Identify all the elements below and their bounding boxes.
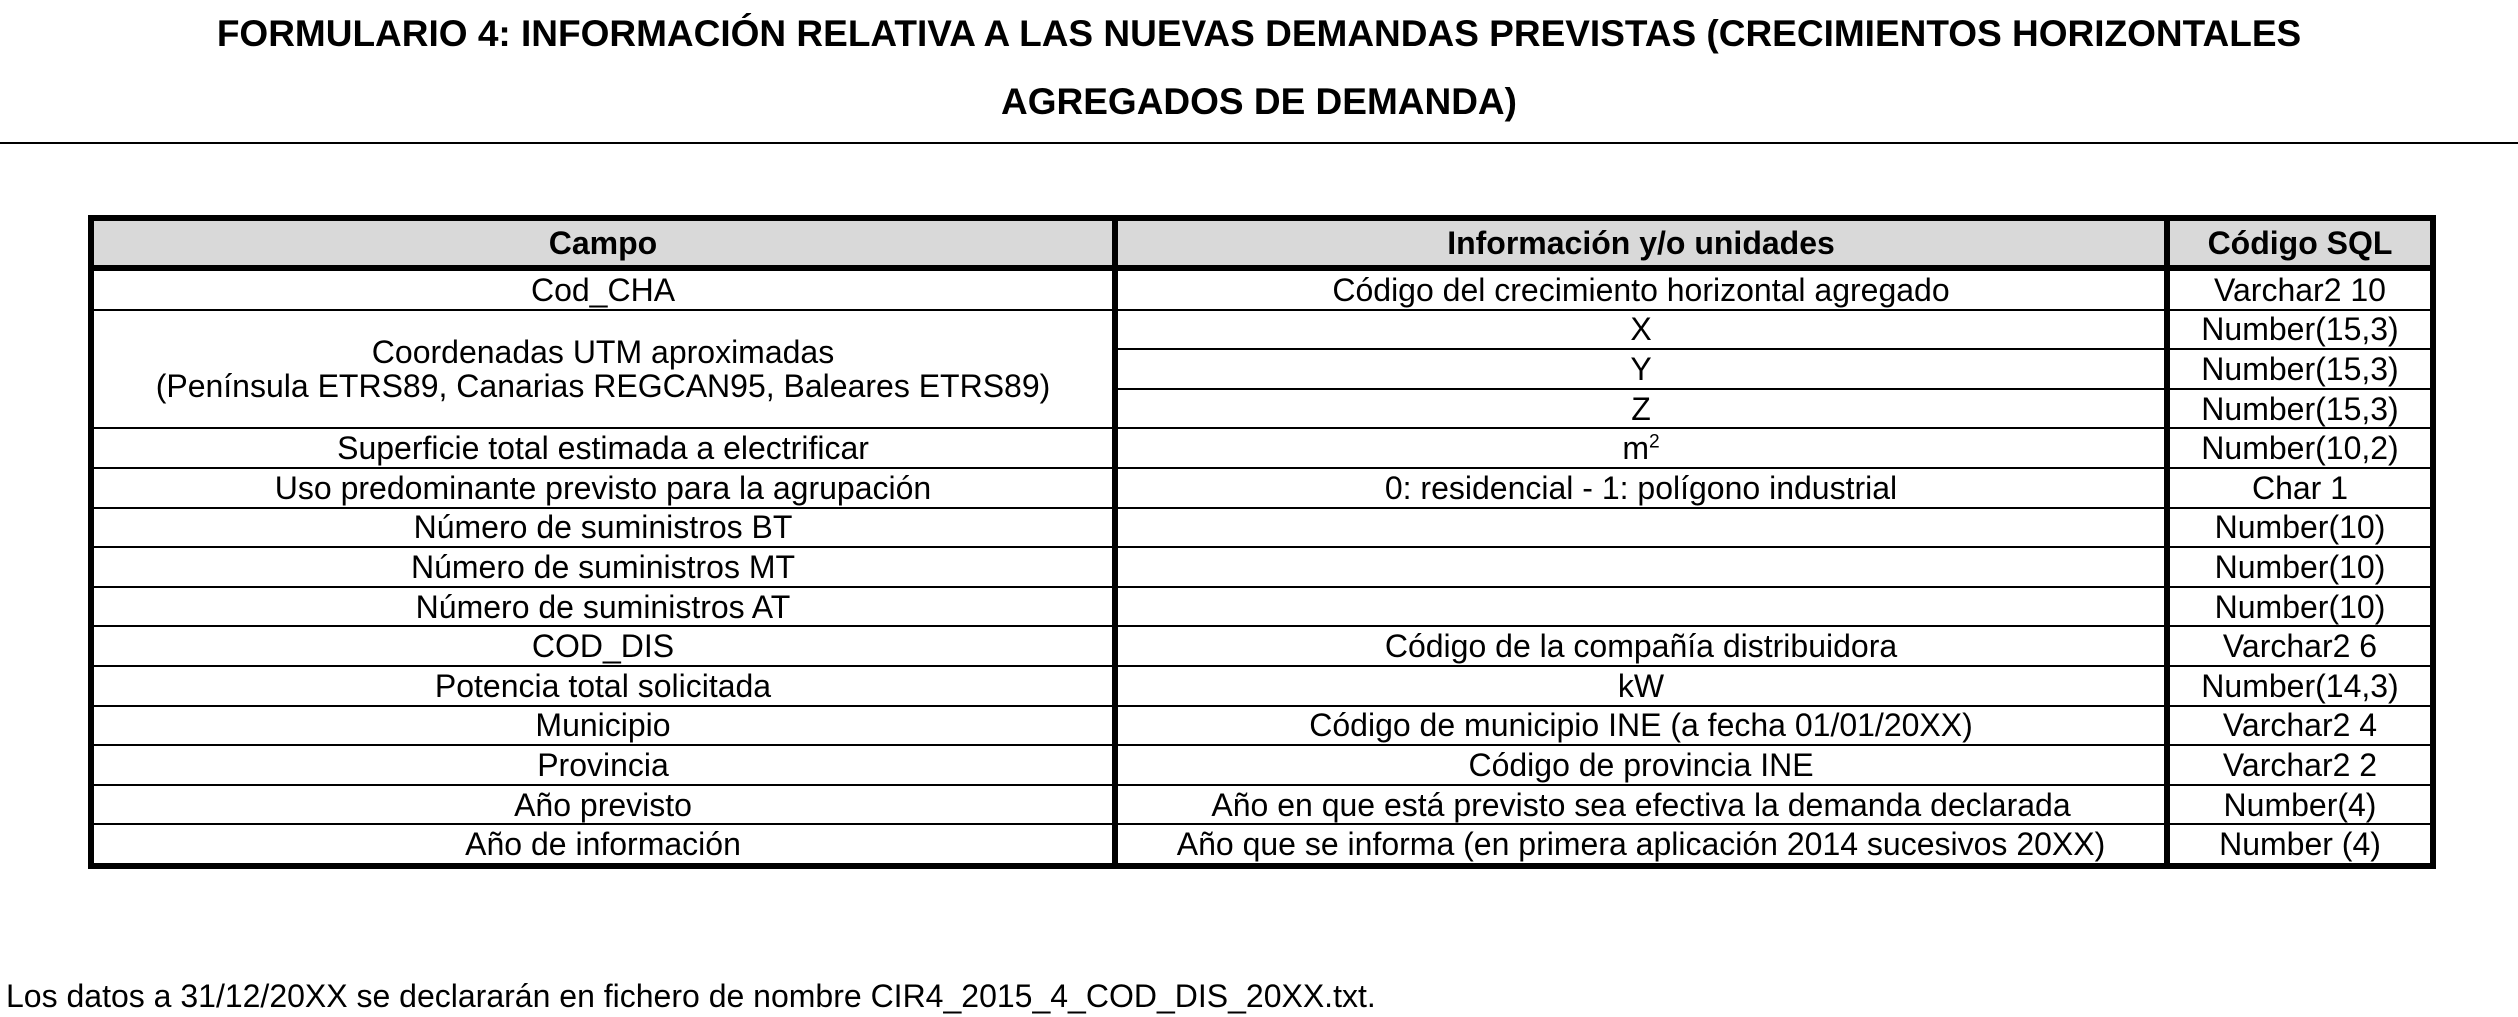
cell-campo: COD_DIS — [91, 626, 1115, 666]
cell-sql: Number (4) — [2167, 824, 2433, 866]
cell-sql: Number(14,3) — [2167, 666, 2433, 706]
header-sql: Código SQL — [2167, 218, 2433, 268]
cell-sql: Number(15,3) — [2167, 389, 2433, 429]
title-line-2: AGREGADOS DE DEMANDA) — [1001, 81, 1517, 122]
cell-sql: Number(4) — [2167, 785, 2433, 825]
table-row — [91, 468, 2433, 508]
cell-info: X — [1115, 310, 2167, 350]
cell-sql: Number(10) — [2167, 508, 2433, 548]
cell-campo: Año de información — [91, 824, 1115, 866]
cell-sql: Number(10,2) — [2167, 428, 2433, 468]
cell-info — [1115, 547, 2167, 587]
table-row — [91, 428, 2433, 468]
cell-info: Año que se informa (en primera aplicación 2014 sucesivos 20XX) — [1115, 824, 2167, 866]
cell-campo: Potencia total solicitada — [91, 666, 1115, 706]
cell-info: Código de la compañía distribuidora — [1115, 626, 2167, 666]
cell-info: 0: residencial - 1: polígono industrial — [1115, 468, 2167, 508]
table-row — [91, 268, 2433, 310]
cell-info: Código de municipio INE (a fecha 01/01/20XX) — [1115, 706, 2167, 746]
cell-sql: Char 1 — [2167, 468, 2433, 508]
page-title — [0, 0, 2518, 136]
cell-campo: Municipio — [91, 706, 1115, 746]
cell-sql: Number(10) — [2167, 547, 2433, 587]
cell-sql: Varchar2 4 — [2167, 706, 2433, 746]
cell-campo: Número de suministros BT — [91, 508, 1115, 548]
header-row — [91, 218, 2433, 268]
cell-sql: Varchar2 10 — [2167, 268, 2433, 310]
cell-campo: Uso predominante previsto para la agrupación — [91, 468, 1115, 508]
footnote: Los datos a 31/12/20XX se declararán en fichero de nombre CIR4_2015_4_COD_DIS_20XX.txt. — [6, 978, 1376, 1014]
cell-sql: Number(15,3) — [2167, 310, 2433, 350]
cell-campo: Número de suministros AT — [91, 587, 1115, 627]
table-row — [91, 626, 2433, 666]
table-row — [91, 706, 2433, 746]
cell-campo: Cod_CHA — [91, 268, 1115, 310]
table-row — [91, 785, 2433, 825]
cell-info: Z — [1115, 389, 2167, 429]
cell-campo: Número de suministros MT — [91, 547, 1115, 587]
table-row — [91, 587, 2433, 627]
campo-line-1: Coordenadas UTM aproximadas — [371, 333, 835, 370]
cell-campo — [91, 310, 1115, 429]
header-campo: Campo — [91, 218, 1115, 268]
cell-info: Código del crecimiento horizontal agregado — [1115, 268, 2167, 310]
unit-text: m — [1622, 430, 1649, 467]
table-row — [91, 310, 2433, 350]
header-info: Información y/o unidades — [1115, 218, 2167, 268]
campo-line-2: (Península ETRS89, Canarias REGCAN95, Baleares ETRS89) — [155, 367, 1051, 404]
table-row — [91, 547, 2433, 587]
cell-sql: Varchar2 2 — [2167, 745, 2433, 785]
field-spec-table — [88, 215, 2436, 869]
cell-info: kW — [1115, 666, 2167, 706]
title-divider — [0, 142, 2518, 144]
table-row — [91, 745, 2433, 785]
unit-superscript: 2 — [1648, 431, 1660, 453]
cell-campo: Provincia — [91, 745, 1115, 785]
cell-sql: Number(15,3) — [2167, 349, 2433, 389]
table-row — [91, 824, 2433, 866]
cell-sql: Number(10) — [2167, 587, 2433, 627]
table-row — [91, 508, 2433, 548]
cell-info: Y — [1115, 349, 2167, 389]
cell-campo: Superficie total estimada a electrificar — [91, 428, 1115, 468]
cell-info — [1115, 428, 2167, 468]
cell-sql: Varchar2 6 — [2167, 626, 2433, 666]
cell-info: Código de provincia INE — [1115, 745, 2167, 785]
cell-info — [1115, 587, 2167, 627]
cell-campo: Año previsto — [91, 785, 1115, 825]
cell-info — [1115, 508, 2167, 548]
title-line-1: FORMULARIO 4: INFORMACIÓN RELATIVA A LAS NUEVAS DEMANDAS PREVISTAS (CRECIMIENTOS HORIZONTALES — [216, 13, 2302, 54]
cell-info: Año en que está previsto sea efectiva la demanda declarada — [1115, 785, 2167, 825]
table-row — [91, 666, 2433, 706]
